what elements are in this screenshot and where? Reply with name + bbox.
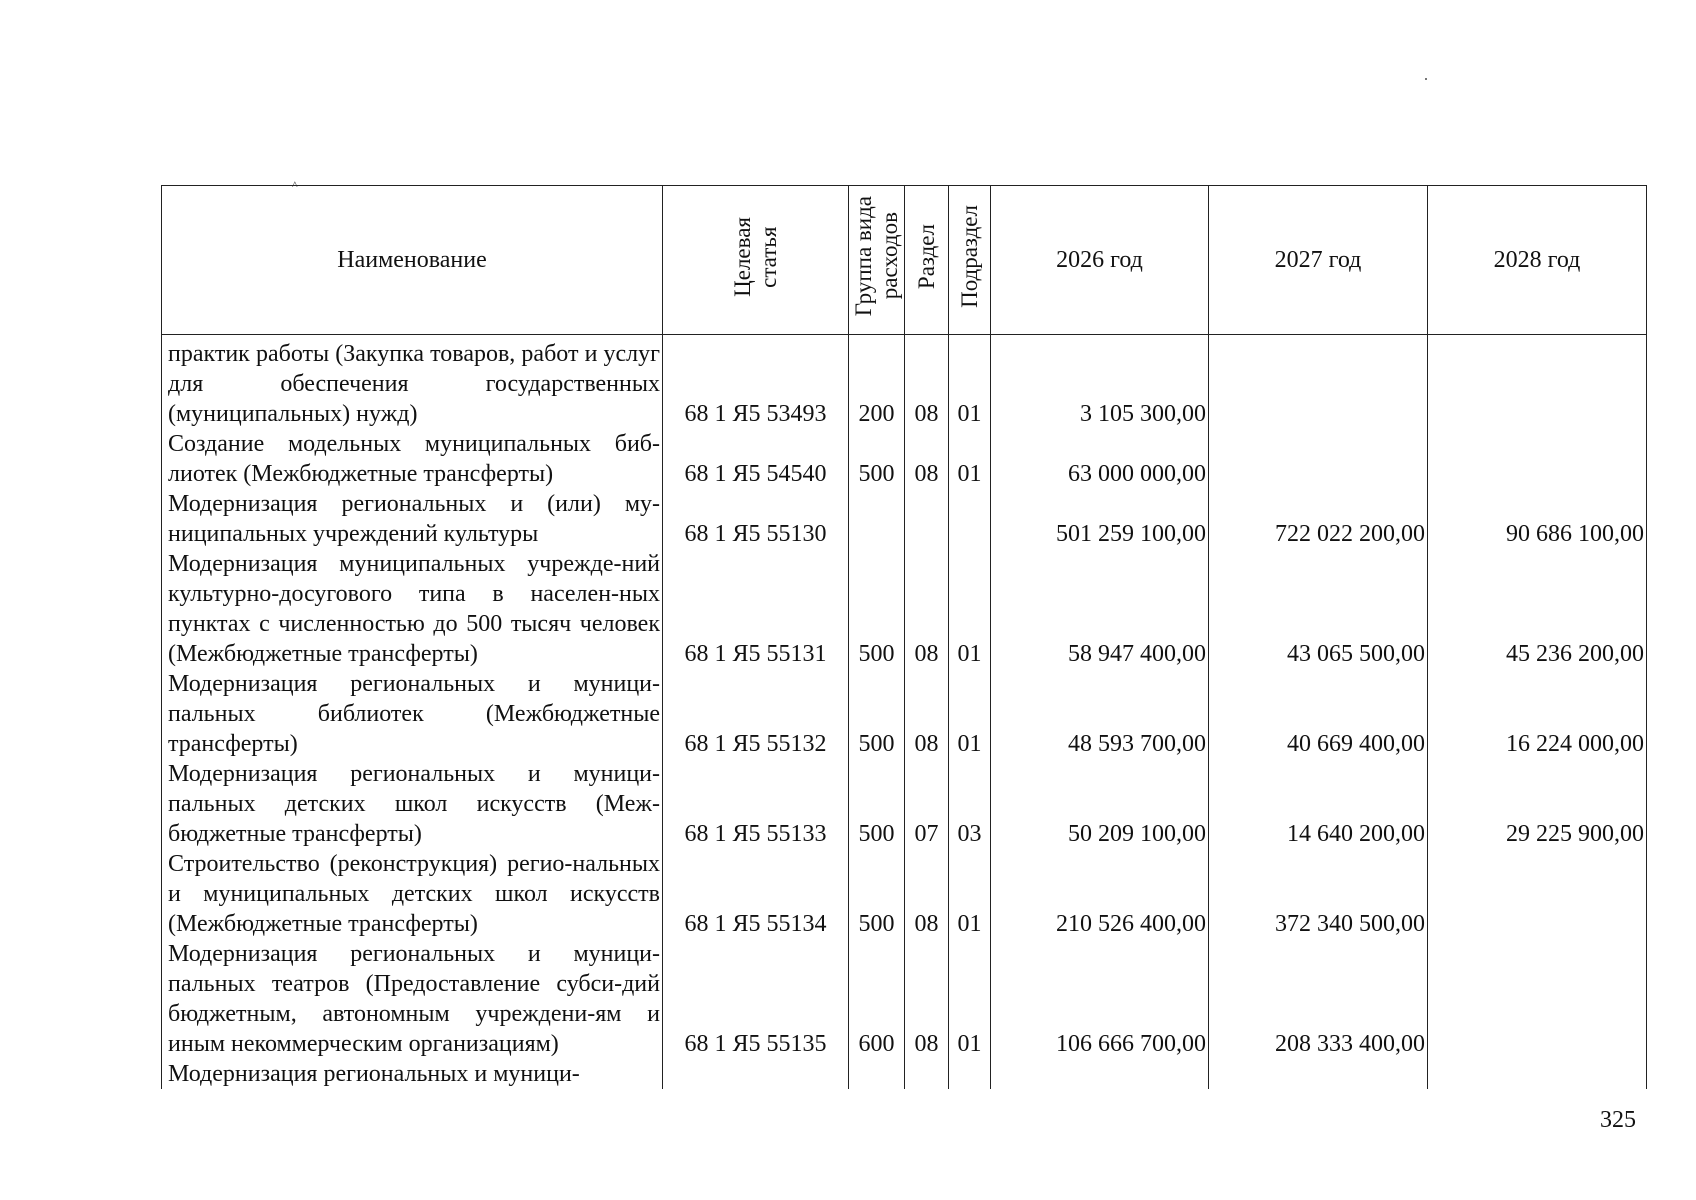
row-expense-group: 500 <box>849 429 905 489</box>
row-target-item <box>663 1059 849 1089</box>
row-target-item: 68 1 Я5 55135 <box>663 939 849 1059</box>
row-2026: 501 259 100,00 <box>991 489 1209 549</box>
row-expense-group: 500 <box>849 849 905 939</box>
header-expense-group-text: Группа вида расходов <box>850 196 902 317</box>
header-section <box>905 186 949 335</box>
row-target-item: 68 1 Я5 55132 <box>663 669 849 759</box>
row-2028: 29 225 900,00 <box>1428 759 1647 849</box>
table-row <box>162 669 1647 759</box>
row-section: 08 <box>905 429 949 489</box>
row-section: 08 <box>905 669 949 759</box>
table-row <box>162 429 1647 489</box>
row-target-item: 68 1 Я5 55130 <box>663 489 849 549</box>
row-2026: 3 105 300,00 <box>991 335 1209 430</box>
table-row <box>162 335 1647 430</box>
row-name: Модернизация региональных и муници-пальных библиотек (Межбюджетные трансферты) <box>162 669 663 759</box>
header-subsection <box>949 186 991 335</box>
row-subsection: 01 <box>949 939 991 1059</box>
row-subsection: 01 <box>949 335 991 430</box>
row-subsection: 01 <box>949 429 991 489</box>
row-target-item: 68 1 Я5 53493 <box>663 335 849 430</box>
budget-table <box>161 185 1647 1089</box>
row-name: практик работы (Закупка товаров, работ и услуг для обеспечения государственных (муниципальных) нужд) <box>162 335 663 430</box>
header-target-item <box>663 186 849 335</box>
row-subsection <box>949 489 991 549</box>
row-name: Модернизация региональных и (или) му-ниципальных учреждений культуры <box>162 489 663 549</box>
row-2028: 90 686 100,00 <box>1428 489 1647 549</box>
row-target-item: 68 1 Я5 54540 <box>663 429 849 489</box>
row-2027: 14 640 200,00 <box>1209 759 1428 849</box>
row-expense-group: 600 <box>849 939 905 1059</box>
row-2027: 40 669 400,00 <box>1209 669 1428 759</box>
row-2026: 50 209 100,00 <box>991 759 1209 849</box>
row-2027: 43 065 500,00 <box>1209 549 1428 669</box>
row-target-item: 68 1 Я5 55131 <box>663 549 849 669</box>
row-2026: 58 947 400,00 <box>991 549 1209 669</box>
row-2026: 63 000 000,00 <box>991 429 1209 489</box>
row-2027 <box>1209 1059 1428 1089</box>
row-2027: 722 022 200,00 <box>1209 489 1428 549</box>
table-row <box>162 489 1647 549</box>
header-2026: 2026 год <box>991 186 1209 335</box>
row-name: Модернизация региональных и муници-пальных театров (Предоставление субси-дий бюджетным, автономным учреждени-ям и иным некоммерческим организациям) <box>162 939 663 1059</box>
row-section: 08 <box>905 549 949 669</box>
row-subsection: 01 <box>949 669 991 759</box>
table-header-row <box>162 186 1647 335</box>
header-2028: 2028 год <box>1428 186 1647 335</box>
row-2027 <box>1209 429 1428 489</box>
row-subsection: 03 <box>949 759 991 849</box>
row-2028: 45 236 200,00 <box>1428 549 1647 669</box>
row-section: 08 <box>905 939 949 1059</box>
table-row <box>162 549 1647 669</box>
table-row <box>162 759 1647 849</box>
row-expense-group: 500 <box>849 759 905 849</box>
row-2026: 48 593 700,00 <box>991 669 1209 759</box>
page-number: 325 <box>1600 1107 1636 1133</box>
row-name: Модернизация региональных и муници-пальных детских школ искусств (Меж-бюджетные трансферты) <box>162 759 663 849</box>
row-2028 <box>1428 335 1647 430</box>
row-section: 07 <box>905 759 949 849</box>
row-expense-group: 200 <box>849 335 905 430</box>
row-2026: 106 666 700,00 <box>991 939 1209 1059</box>
row-2026: 210 526 400,00 <box>991 849 1209 939</box>
row-name: Модернизация муниципальных учрежде-ний культурно-досугового типа в населен-ных пунктах с численностью до 500 тысяч человек (Межбюджетные трансферты) <box>162 549 663 669</box>
row-2027 <box>1209 335 1428 430</box>
row-name: Создание модельных муниципальных биб-лиотек (Межбюджетные трансферты) <box>162 429 663 489</box>
row-expense-group: 500 <box>849 549 905 669</box>
row-2026 <box>991 1059 1209 1089</box>
header-target-item-text: Целевая статья <box>729 216 781 297</box>
row-name: Строительство (реконструкция) регио-нальных и муниципальных детских школ искусств (Межбюджетные трансферты) <box>162 849 663 939</box>
row-expense-group: 500 <box>849 669 905 759</box>
row-2028 <box>1428 1059 1647 1089</box>
row-expense-group <box>849 489 905 549</box>
row-section: 08 <box>905 335 949 430</box>
row-2027: 208 333 400,00 <box>1209 939 1428 1059</box>
row-2028 <box>1428 429 1647 489</box>
header-2027: 2027 год <box>1209 186 1428 335</box>
row-subsection <box>949 1059 991 1089</box>
row-target-item: 68 1 Я5 55134 <box>663 849 849 939</box>
row-expense-group <box>849 1059 905 1089</box>
row-target-item: 68 1 Я5 55133 <box>663 759 849 849</box>
row-2028 <box>1428 939 1647 1059</box>
row-section <box>905 1059 949 1089</box>
row-2028: 16 224 000,00 <box>1428 669 1647 759</box>
row-name: Модернизация региональных и муници- <box>162 1059 663 1089</box>
table-row <box>162 849 1647 939</box>
row-section: 08 <box>905 849 949 939</box>
row-subsection: 01 <box>949 849 991 939</box>
table-row <box>162 1059 1647 1089</box>
scan-mark: ^ <box>292 178 298 192</box>
row-2027: 372 340 500,00 <box>1209 849 1428 939</box>
header-name: Наименование <box>162 186 663 335</box>
header-subsection-text: Подраздел <box>956 205 982 308</box>
row-section <box>905 489 949 549</box>
row-2028 <box>1428 849 1647 939</box>
scan-speck <box>1425 78 1427 80</box>
header-expense-group <box>849 186 905 335</box>
header-section-text: Раздел <box>913 223 939 290</box>
row-subsection: 01 <box>949 549 991 669</box>
table-row <box>162 939 1647 1059</box>
